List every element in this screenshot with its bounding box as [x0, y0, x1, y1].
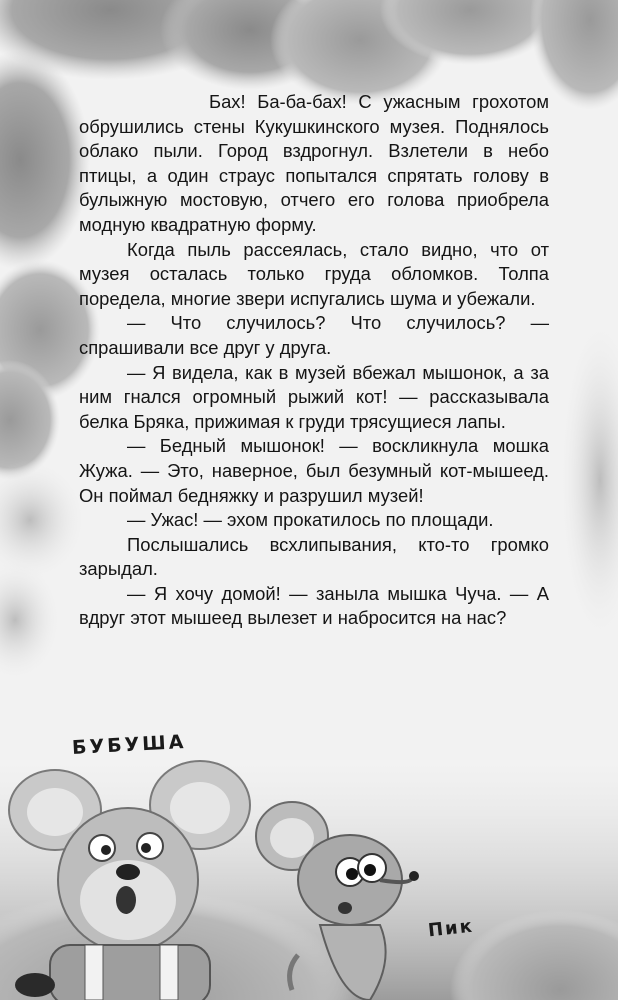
character-caption-bubusha: БУБУША [71, 731, 187, 759]
paragraph: Бах! Ба-ба-бах! С ужасным грохотом обрушились стены Кукушкинского музея. Поднялось облако пыли. Город вздрогнул. Взлетели в небо птицы, а один страус попытался спрятать голову в булыжную мостовую, отчего его голова приобрела модную квадратную форму. [79, 91, 549, 235]
paragraph: — Ужас! — эхом прокатилось по площади. [127, 509, 494, 531]
paragraph: — Я хочу домой! — заныла мышка Чуча. — А вдруг этот мышеед вылезет и набросится на нас? [79, 582, 549, 629]
paragraph: — Я видела, как в музей вбежал мышонок, а за ним гнался огромный рыжий кот! — рассказывала белка Бряка, прижимая к груди трясущиеся лапы. [79, 361, 549, 432]
paragraph: Когда пыль рассеялась, стало видно, что от музея осталась только груда обломков. Толпа поредела, многие звери испугались шума и убежали. [79, 238, 549, 309]
paragraph: Послышались всхлипывания, кто-то громко зарыдал. [79, 533, 549, 580]
bubusha-mouse-illustration [9, 761, 250, 1000]
character-caption-pik: Пик [427, 915, 475, 942]
paragraph: — Бедный мышонок! — воскликнула мошка Жужа. — Это, наверное, был безумный кот-мышеед. Он поймал бедняжку и разрушил музей! [79, 435, 549, 506]
paragraph: — Что случилось? Что случилось? — спрашивали все друг у друга. [79, 312, 549, 358]
pik-mouse-illustration [256, 802, 419, 1000]
